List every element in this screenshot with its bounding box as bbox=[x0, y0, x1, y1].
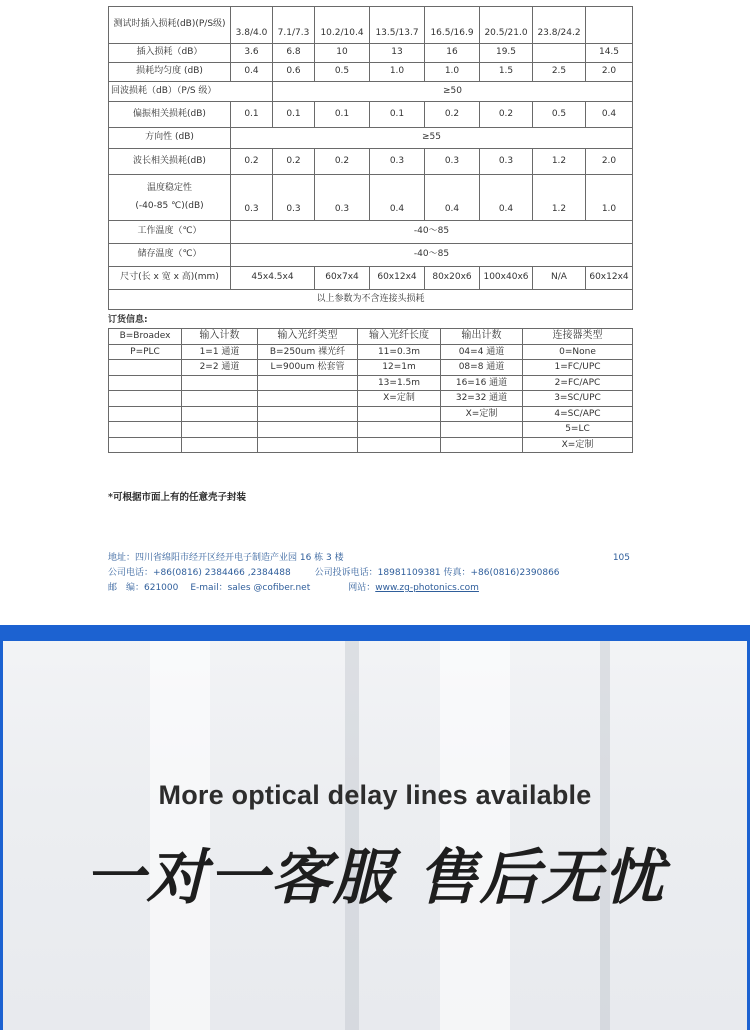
order-header: B=Broadex bbox=[109, 329, 182, 345]
cell: 45x4.5x4 bbox=[231, 266, 315, 289]
cell: 23.8/24.2 bbox=[533, 6, 586, 43]
cell bbox=[182, 375, 258, 391]
cell: 3=SC/UPC bbox=[523, 391, 633, 407]
cell: 60x7x4 bbox=[315, 266, 370, 289]
op-temp-value: -40～85 bbox=[231, 220, 633, 243]
cell: 14.5 bbox=[586, 43, 633, 62]
table-footnote: 以上参数为不含连接头损耗 bbox=[109, 289, 633, 309]
table-row bbox=[109, 220, 633, 243]
promo-banner bbox=[0, 625, 750, 1030]
cell: 0.4 bbox=[586, 101, 633, 127]
cell bbox=[358, 437, 441, 453]
cell: 80x20x6 bbox=[425, 266, 480, 289]
uniformity-label: 损耗均匀度 (dB) bbox=[109, 62, 231, 81]
cell bbox=[109, 406, 182, 422]
cell: 10.2/10.4 bbox=[315, 6, 370, 43]
table-row bbox=[109, 174, 633, 220]
cell: 0.2 bbox=[315, 148, 370, 174]
cell bbox=[109, 422, 182, 438]
cell bbox=[109, 437, 182, 453]
cell: 16.5/16.9 bbox=[425, 6, 480, 43]
cell: 2=2 通道 bbox=[182, 360, 258, 376]
footer-email: E-mail：sales @cofiber.net bbox=[190, 583, 311, 593]
cell: 60x12x4 bbox=[370, 266, 425, 289]
table-row bbox=[109, 391, 633, 407]
cell bbox=[182, 437, 258, 453]
storage-temp-label: 储存温度（℃） bbox=[109, 243, 231, 266]
table-row bbox=[109, 266, 633, 289]
cell: 6.8 bbox=[273, 43, 315, 62]
order-header: 输入光纤长度 bbox=[358, 329, 441, 345]
cell: 32=32 通道 bbox=[441, 391, 523, 407]
cell: 4=SC/APC bbox=[523, 406, 633, 422]
cell: 60x12x4 bbox=[586, 266, 633, 289]
banner-top-bar bbox=[0, 625, 750, 641]
footer-postcode: 邮 编：621000 bbox=[108, 583, 179, 593]
cell: P=PLC bbox=[109, 344, 182, 360]
order-header: 输入计数 bbox=[182, 329, 258, 345]
cell bbox=[258, 391, 358, 407]
order-info-caption: 订货信息: bbox=[108, 315, 148, 325]
cell: 1.0 bbox=[425, 62, 480, 81]
il-label: 插入损耗（dB） bbox=[109, 43, 231, 62]
cell: 04=4 通道 bbox=[441, 344, 523, 360]
temp-stability-label-line1: 温度稳定性 bbox=[146, 183, 192, 193]
return-loss-label: 回波损耗（dB）（P/S 级） bbox=[109, 81, 273, 101]
cell: 7.1/7.3 bbox=[273, 6, 315, 43]
cell: 0.4 bbox=[480, 174, 533, 220]
cell: 1.0 bbox=[370, 62, 425, 81]
cell: 0.3 bbox=[370, 148, 425, 174]
cell bbox=[258, 406, 358, 422]
cell: 12=1m bbox=[358, 360, 441, 376]
temp-stability-label bbox=[109, 174, 231, 220]
cell: 10 bbox=[315, 43, 370, 62]
cell: 2.0 bbox=[586, 148, 633, 174]
cell: 3.8/4.0 bbox=[231, 6, 273, 43]
footer-address: 地址：四川省绵阳市经开区经开电子制造产业园 16 栋 3 楼 bbox=[108, 553, 344, 563]
cell: 0.4 bbox=[425, 174, 480, 220]
cell: 0=None bbox=[523, 344, 633, 360]
size-label: 尺寸(长 x 宽 x 高)(mm) bbox=[109, 266, 231, 289]
cell: 1.2 bbox=[533, 148, 586, 174]
cell: 0.2 bbox=[425, 101, 480, 127]
page-number: 105 bbox=[612, 553, 630, 563]
cell: 2.0 bbox=[586, 62, 633, 81]
cell: 1=FC/UPC bbox=[523, 360, 633, 376]
cell: L=900um 松套管 bbox=[258, 360, 358, 376]
cell: 1.2 bbox=[533, 174, 586, 220]
cell: 5=LC bbox=[523, 422, 633, 438]
return-loss-value: ≥50 bbox=[273, 81, 633, 101]
table-row bbox=[109, 62, 633, 81]
order-header: 输出计数 bbox=[441, 329, 523, 345]
table-row bbox=[109, 101, 633, 127]
table-row bbox=[109, 127, 633, 148]
cell: 0.1 bbox=[370, 101, 425, 127]
cell bbox=[441, 437, 523, 453]
cell: 0.3 bbox=[425, 148, 480, 174]
order-header: 输入光纤类型 bbox=[258, 329, 358, 345]
cell: 08=8 通道 bbox=[441, 360, 523, 376]
table-row bbox=[109, 148, 633, 174]
directivity-label: 方向性 (dB) bbox=[109, 127, 231, 148]
cell: 13=1.5m bbox=[358, 375, 441, 391]
cell bbox=[533, 43, 586, 62]
table-row bbox=[109, 437, 633, 453]
cell: N/A bbox=[533, 266, 586, 289]
cell: 0.1 bbox=[315, 101, 370, 127]
cell: 13.5/13.7 bbox=[370, 6, 425, 43]
cell: 100x40x6 bbox=[480, 266, 533, 289]
cell: 2=FC/APC bbox=[523, 375, 633, 391]
footer-website-label: 网站： bbox=[348, 583, 376, 593]
cell: 0.2 bbox=[231, 148, 273, 174]
table-row bbox=[109, 344, 633, 360]
cell: B=250um 裸光纤 bbox=[258, 344, 358, 360]
cell bbox=[109, 391, 182, 407]
packaging-note: *可根据市面上有的任意壳子封装 bbox=[108, 492, 246, 503]
table-row bbox=[109, 289, 633, 309]
table-row bbox=[109, 360, 633, 376]
cell: X=定制 bbox=[523, 437, 633, 453]
order-header: 连接器类型 bbox=[523, 329, 633, 345]
website-link[interactable]: www.zg-photonics.com bbox=[375, 583, 479, 593]
cell: 16 bbox=[425, 43, 480, 62]
cell bbox=[586, 6, 633, 43]
cell: 0.5 bbox=[533, 101, 586, 127]
order-header-row bbox=[109, 329, 633, 345]
cell: 16=16 通道 bbox=[441, 375, 523, 391]
cell: 0.4 bbox=[231, 62, 273, 81]
cell: 19.5 bbox=[480, 43, 533, 62]
page-footer bbox=[108, 551, 632, 596]
cell: 0.2 bbox=[273, 148, 315, 174]
cell: 0.3 bbox=[273, 174, 315, 220]
cell: 0.4 bbox=[370, 174, 425, 220]
banner-headline-cn: 一对一客服 售后无忧 bbox=[84, 843, 666, 913]
cell: 0.3 bbox=[315, 174, 370, 220]
table-row bbox=[109, 81, 633, 101]
cell: 20.5/21.0 bbox=[480, 6, 533, 43]
storage-temp-value: -40～85 bbox=[231, 243, 633, 266]
cell bbox=[182, 422, 258, 438]
banner-headline-en: More optical delay lines available bbox=[158, 780, 592, 810]
cell: 2.5 bbox=[533, 62, 586, 81]
order-table bbox=[108, 328, 633, 453]
table-row bbox=[109, 406, 633, 422]
footer-complaint: 公司投诉电话：18981109381 传真：+86(0816)2390866 bbox=[314, 568, 560, 578]
cell bbox=[258, 437, 358, 453]
temp-stability-label-line2: (-40-85 ℃)(dB) bbox=[135, 201, 204, 211]
cell: X=定制 bbox=[441, 406, 523, 422]
spec-table bbox=[108, 0, 633, 310]
cell: 0.6 bbox=[273, 62, 315, 81]
cell bbox=[358, 406, 441, 422]
cell bbox=[441, 422, 523, 438]
table-row bbox=[109, 243, 633, 266]
cell bbox=[182, 406, 258, 422]
table-row bbox=[109, 375, 633, 391]
cell bbox=[258, 375, 358, 391]
cell: 13 bbox=[370, 43, 425, 62]
cell bbox=[182, 391, 258, 407]
table-row bbox=[109, 6, 633, 43]
cell: 0.1 bbox=[231, 101, 273, 127]
table-row bbox=[109, 422, 633, 438]
test-il-label: 测试时插入损耗(dB)(P/S级) bbox=[109, 6, 231, 43]
cell bbox=[109, 360, 182, 376]
cell: 0.3 bbox=[480, 148, 533, 174]
cell: 0.1 bbox=[273, 101, 315, 127]
footer-phone: 公司电话：+86(0816) 2384466 ,2384488 bbox=[108, 568, 291, 578]
cell: 1.5 bbox=[480, 62, 533, 81]
cell bbox=[258, 422, 358, 438]
cell: X=定制 bbox=[358, 391, 441, 407]
directivity-value: ≥55 bbox=[231, 127, 633, 148]
cell bbox=[109, 375, 182, 391]
cell bbox=[358, 422, 441, 438]
cell: 11=0.3m bbox=[358, 344, 441, 360]
cell: 0.5 bbox=[315, 62, 370, 81]
wdl-label: 波长相关损耗(dB) bbox=[109, 148, 231, 174]
cell: 1=1 通道 bbox=[182, 344, 258, 360]
cell: 1.0 bbox=[586, 174, 633, 220]
cell: 0.2 bbox=[480, 101, 533, 127]
pdl-label: 偏振相关损耗(dB) bbox=[109, 101, 231, 127]
cell: 0.3 bbox=[231, 174, 273, 220]
op-temp-label: 工作温度（℃） bbox=[109, 220, 231, 243]
table-row bbox=[109, 43, 633, 62]
cell: 3.6 bbox=[231, 43, 273, 62]
